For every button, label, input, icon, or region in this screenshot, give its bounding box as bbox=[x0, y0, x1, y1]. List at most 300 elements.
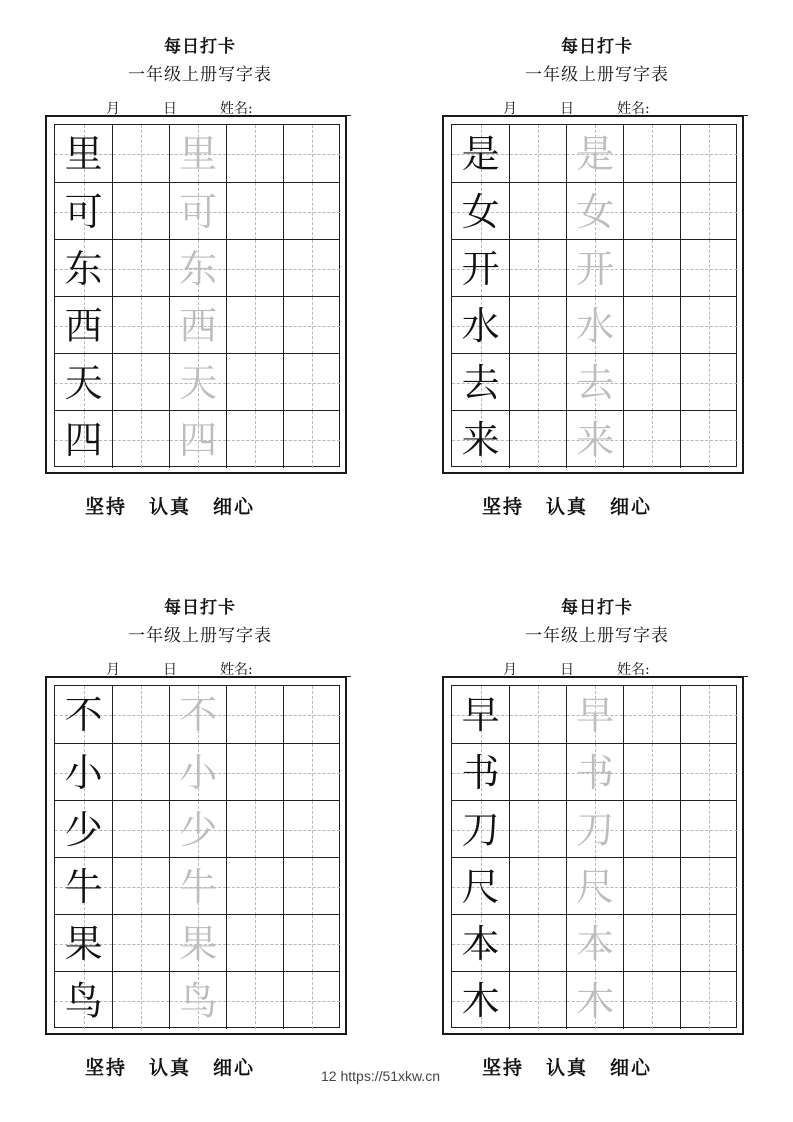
motto-word: 坚持 bbox=[85, 496, 128, 518]
blank-practice-cell[interactable] bbox=[283, 858, 340, 915]
blank-practice-cell[interactable] bbox=[283, 297, 340, 354]
cell-guide-horizontal bbox=[113, 326, 169, 327]
cell-guide-horizontal bbox=[284, 383, 340, 384]
motto-word: 坚持 bbox=[85, 1057, 128, 1079]
blank-practice-cell[interactable] bbox=[112, 125, 169, 182]
motto-line bbox=[85, 492, 277, 519]
cell-guide-horizontal bbox=[624, 440, 680, 441]
blank-practice-cell[interactable] bbox=[680, 801, 737, 858]
blank-practice-cell[interactable] bbox=[112, 801, 169, 858]
trace-character: 是 bbox=[576, 131, 615, 176]
model-character: 早 bbox=[461, 692, 500, 737]
grid-row bbox=[452, 857, 736, 915]
cell-guide-horizontal bbox=[113, 269, 169, 270]
grid-row bbox=[55, 857, 339, 915]
model-char-cell bbox=[55, 744, 112, 801]
card-subtitle: 一年级上册写字表 bbox=[128, 626, 272, 646]
trace-char-cell[interactable] bbox=[169, 240, 226, 297]
motto-word: 细心 bbox=[610, 496, 653, 518]
cell-guide-horizontal bbox=[227, 440, 283, 441]
blank-practice-cell[interactable] bbox=[623, 354, 680, 411]
day-label: 日 bbox=[163, 101, 177, 117]
model-char-cell bbox=[452, 972, 509, 1029]
blank-practice-cell[interactable] bbox=[623, 240, 680, 297]
model-char-cell bbox=[452, 354, 509, 411]
cell-guide-horizontal bbox=[227, 326, 283, 327]
blank-practice-cell[interactable] bbox=[283, 411, 340, 468]
blank-practice-cell[interactable] bbox=[509, 297, 566, 354]
trace-char-cell[interactable] bbox=[169, 354, 226, 411]
trace-character: 少 bbox=[179, 807, 218, 852]
blank-practice-cell[interactable] bbox=[680, 240, 737, 297]
grid-row bbox=[452, 125, 736, 182]
model-char-cell bbox=[55, 125, 112, 182]
blank-practice-cell[interactable] bbox=[623, 858, 680, 915]
trace-character: 去 bbox=[576, 360, 615, 405]
trace-char-cell[interactable] bbox=[566, 858, 623, 915]
cell-guide-horizontal bbox=[681, 944, 737, 945]
cell-guide-horizontal bbox=[284, 440, 340, 441]
cell-guide-horizontal bbox=[681, 1001, 737, 1002]
blank-practice-cell[interactable] bbox=[509, 686, 566, 743]
model-character: 不 bbox=[64, 692, 103, 737]
grid-row bbox=[55, 800, 339, 858]
cell-guide-horizontal bbox=[113, 1001, 169, 1002]
cell-guide-horizontal bbox=[681, 715, 737, 716]
writing-grid-frame bbox=[442, 115, 744, 474]
cell-guide-horizontal bbox=[227, 1001, 283, 1002]
trace-character: 不 bbox=[179, 692, 218, 737]
model-character: 木 bbox=[461, 978, 500, 1023]
cell-guide-horizontal bbox=[681, 887, 737, 888]
cell-guide-horizontal bbox=[624, 326, 680, 327]
month-label: 月 bbox=[106, 662, 120, 678]
trace-char-cell[interactable] bbox=[169, 915, 226, 972]
motto-line bbox=[482, 1053, 674, 1080]
cell-guide-horizontal bbox=[624, 773, 680, 774]
model-character: 果 bbox=[64, 921, 103, 966]
blank-practice-cell[interactable] bbox=[226, 354, 283, 411]
trace-char-cell[interactable] bbox=[566, 972, 623, 1029]
cell-guide-horizontal bbox=[624, 1001, 680, 1002]
grid-row bbox=[452, 182, 736, 240]
cell-guide-horizontal bbox=[681, 383, 737, 384]
cell-guide-horizontal bbox=[227, 773, 283, 774]
blank-practice-cell[interactable] bbox=[623, 411, 680, 468]
blank-practice-cell[interactable] bbox=[680, 125, 737, 182]
model-char-cell bbox=[55, 354, 112, 411]
trace-char-cell[interactable] bbox=[169, 686, 226, 743]
cell-guide-horizontal bbox=[284, 715, 340, 716]
writing-grid-frame bbox=[45, 115, 347, 474]
grid-row bbox=[452, 410, 736, 468]
trace-char-cell[interactable] bbox=[169, 801, 226, 858]
model-character: 女 bbox=[461, 189, 500, 234]
model-char-cell bbox=[452, 125, 509, 182]
cell-guide-horizontal bbox=[510, 1001, 566, 1002]
blank-practice-cell[interactable] bbox=[509, 801, 566, 858]
blank-practice-cell[interactable] bbox=[623, 686, 680, 743]
cell-guide-horizontal bbox=[113, 154, 169, 155]
blank-practice-cell[interactable] bbox=[623, 183, 680, 240]
card-title: 每日打卡 bbox=[164, 37, 236, 57]
cell-guide-horizontal bbox=[681, 773, 737, 774]
cell-guide-horizontal bbox=[113, 773, 169, 774]
trace-char-cell[interactable] bbox=[566, 297, 623, 354]
blank-practice-cell[interactable] bbox=[623, 744, 680, 801]
blank-practice-cell[interactable] bbox=[509, 354, 566, 411]
blank-practice-cell[interactable] bbox=[680, 972, 737, 1029]
cell-guide-horizontal bbox=[681, 440, 737, 441]
grid-row bbox=[452, 296, 736, 354]
trace-char-cell[interactable] bbox=[566, 183, 623, 240]
card-title: 每日打卡 bbox=[561, 598, 633, 618]
cell-guide-horizontal bbox=[227, 715, 283, 716]
cell-guide-horizontal bbox=[681, 326, 737, 327]
cell-guide-horizontal bbox=[510, 269, 566, 270]
cell-guide-horizontal bbox=[113, 887, 169, 888]
trace-char-cell[interactable] bbox=[169, 297, 226, 354]
name-label: 姓名: bbox=[220, 101, 253, 117]
blank-practice-cell[interactable] bbox=[112, 411, 169, 468]
blank-practice-cell[interactable] bbox=[283, 354, 340, 411]
cell-guide-horizontal bbox=[113, 383, 169, 384]
grid-row bbox=[452, 686, 736, 743]
name-label: 姓名: bbox=[617, 662, 650, 678]
blank-practice-cell[interactable] bbox=[509, 240, 566, 297]
cell-guide-horizontal bbox=[113, 944, 169, 945]
trace-character: 水 bbox=[576, 303, 615, 348]
model-char-cell bbox=[55, 915, 112, 972]
month-label: 月 bbox=[503, 101, 517, 117]
model-character: 四 bbox=[64, 417, 103, 462]
model-character: 西 bbox=[64, 303, 103, 348]
card-subtitle: 一年级上册写字表 bbox=[525, 65, 669, 85]
grid-row bbox=[452, 971, 736, 1029]
model-character: 尺 bbox=[461, 864, 500, 909]
model-character: 东 bbox=[64, 246, 103, 291]
blank-practice-cell[interactable] bbox=[226, 125, 283, 182]
card-title: 每日打卡 bbox=[561, 37, 633, 57]
model-character: 书 bbox=[461, 750, 500, 795]
cell-guide-horizontal bbox=[681, 830, 737, 831]
cell-guide-horizontal bbox=[227, 944, 283, 945]
grid-row bbox=[452, 353, 736, 411]
cell-guide-horizontal bbox=[681, 212, 737, 213]
trace-char-cell[interactable] bbox=[566, 240, 623, 297]
motto-line bbox=[85, 1053, 277, 1080]
trace-char-cell[interactable] bbox=[566, 915, 623, 972]
blank-practice-cell[interactable] bbox=[226, 183, 283, 240]
blank-practice-cell[interactable] bbox=[509, 972, 566, 1029]
blank-practice-cell[interactable] bbox=[680, 744, 737, 801]
cell-guide-horizontal bbox=[113, 212, 169, 213]
model-char-cell bbox=[452, 858, 509, 915]
blank-practice-cell[interactable] bbox=[680, 686, 737, 743]
grid-row bbox=[452, 800, 736, 858]
cell-guide-horizontal bbox=[510, 944, 566, 945]
cell-guide-horizontal bbox=[227, 887, 283, 888]
trace-character: 开 bbox=[576, 246, 615, 291]
model-char-cell bbox=[55, 240, 112, 297]
blank-practice-cell[interactable] bbox=[623, 125, 680, 182]
trace-character: 木 bbox=[576, 978, 615, 1023]
model-character: 水 bbox=[461, 303, 500, 348]
cell-guide-horizontal bbox=[681, 154, 737, 155]
cell-guide-horizontal bbox=[227, 154, 283, 155]
cell-guide-horizontal bbox=[510, 715, 566, 716]
model-character: 本 bbox=[461, 921, 500, 966]
motto-word: 认真 bbox=[149, 496, 192, 518]
trace-char-cell[interactable] bbox=[566, 744, 623, 801]
cell-guide-horizontal bbox=[681, 269, 737, 270]
writing-grid bbox=[54, 685, 340, 1028]
model-char-cell bbox=[452, 801, 509, 858]
trace-char-cell[interactable] bbox=[169, 125, 226, 182]
motto-line bbox=[482, 492, 674, 519]
blank-practice-cell[interactable] bbox=[112, 183, 169, 240]
cell-guide-horizontal bbox=[113, 715, 169, 716]
trace-char-cell[interactable] bbox=[566, 125, 623, 182]
month-label: 月 bbox=[106, 101, 120, 117]
card-title: 每日打卡 bbox=[164, 598, 236, 618]
trace-char-cell[interactable] bbox=[169, 858, 226, 915]
blank-practice-cell[interactable] bbox=[112, 915, 169, 972]
cell-guide-horizontal bbox=[284, 830, 340, 831]
blank-practice-cell[interactable] bbox=[623, 972, 680, 1029]
grid-row bbox=[55, 914, 339, 972]
model-char-cell bbox=[55, 183, 112, 240]
grid-row bbox=[55, 239, 339, 297]
blank-practice-cell[interactable] bbox=[680, 354, 737, 411]
cell-guide-horizontal bbox=[624, 944, 680, 945]
blank-practice-cell[interactable] bbox=[226, 744, 283, 801]
blank-practice-cell[interactable] bbox=[680, 858, 737, 915]
trace-character: 可 bbox=[179, 189, 218, 234]
cell-guide-horizontal bbox=[284, 269, 340, 270]
trace-character: 尺 bbox=[576, 864, 615, 909]
model-character: 少 bbox=[64, 807, 103, 852]
model-char-cell bbox=[452, 411, 509, 468]
trace-character: 早 bbox=[576, 692, 615, 737]
blank-practice-cell[interactable] bbox=[509, 744, 566, 801]
motto-word: 坚持 bbox=[482, 1057, 525, 1079]
writing-grid-frame bbox=[442, 676, 744, 1035]
cell-guide-horizontal bbox=[227, 383, 283, 384]
cell-guide-horizontal bbox=[510, 383, 566, 384]
model-character: 去 bbox=[461, 360, 500, 405]
writing-grid bbox=[54, 124, 340, 467]
cell-guide-horizontal bbox=[510, 830, 566, 831]
cell-guide-horizontal bbox=[284, 326, 340, 327]
cell-guide-horizontal bbox=[510, 887, 566, 888]
trace-character: 小 bbox=[179, 750, 218, 795]
blank-practice-cell[interactable] bbox=[283, 125, 340, 182]
trace-character: 鸟 bbox=[179, 978, 218, 1023]
model-character: 牛 bbox=[64, 864, 103, 909]
cell-guide-horizontal bbox=[113, 830, 169, 831]
model-char-cell bbox=[452, 183, 509, 240]
trace-char-cell[interactable] bbox=[566, 686, 623, 743]
trace-char-cell[interactable] bbox=[566, 801, 623, 858]
motto-word: 细心 bbox=[213, 496, 256, 518]
trace-character: 女 bbox=[576, 189, 615, 234]
cell-guide-horizontal bbox=[227, 830, 283, 831]
grid-row bbox=[55, 182, 339, 240]
card-subtitle: 一年级上册写字表 bbox=[525, 626, 669, 646]
model-char-cell bbox=[55, 411, 112, 468]
trace-char-cell[interactable] bbox=[169, 744, 226, 801]
model-character: 刀 bbox=[461, 807, 500, 852]
model-character: 鸟 bbox=[64, 978, 103, 1023]
cell-guide-horizontal bbox=[624, 887, 680, 888]
blank-practice-cell[interactable] bbox=[509, 858, 566, 915]
blank-practice-cell[interactable] bbox=[226, 297, 283, 354]
trace-character: 刀 bbox=[576, 807, 615, 852]
model-char-cell bbox=[452, 744, 509, 801]
cell-guide-horizontal bbox=[510, 154, 566, 155]
blank-practice-cell[interactable] bbox=[283, 744, 340, 801]
cell-guide-horizontal bbox=[510, 773, 566, 774]
trace-character: 西 bbox=[179, 303, 218, 348]
cell-guide-horizontal bbox=[284, 887, 340, 888]
blank-practice-cell[interactable] bbox=[623, 915, 680, 972]
month-label: 月 bbox=[503, 662, 517, 678]
blank-practice-cell[interactable] bbox=[226, 858, 283, 915]
blank-practice-cell[interactable] bbox=[283, 183, 340, 240]
cell-guide-horizontal bbox=[624, 715, 680, 716]
blank-practice-cell[interactable] bbox=[112, 354, 169, 411]
cell-guide-horizontal bbox=[227, 269, 283, 270]
cell-guide-horizontal bbox=[510, 212, 566, 213]
trace-character: 四 bbox=[179, 417, 218, 462]
trace-character: 来 bbox=[576, 417, 615, 462]
cell-guide-horizontal bbox=[510, 326, 566, 327]
grid-row bbox=[55, 353, 339, 411]
blank-practice-cell[interactable] bbox=[283, 972, 340, 1029]
model-char-cell bbox=[55, 972, 112, 1029]
model-character: 来 bbox=[461, 417, 500, 462]
model-character: 可 bbox=[64, 189, 103, 234]
cell-guide-horizontal bbox=[624, 212, 680, 213]
cell-guide-horizontal bbox=[113, 440, 169, 441]
blank-practice-cell[interactable] bbox=[112, 297, 169, 354]
motto-word: 认真 bbox=[546, 496, 589, 518]
blank-practice-cell[interactable] bbox=[283, 915, 340, 972]
blank-practice-cell[interactable] bbox=[680, 297, 737, 354]
day-label: 日 bbox=[560, 101, 574, 117]
blank-practice-cell[interactable] bbox=[509, 411, 566, 468]
cell-guide-horizontal bbox=[284, 773, 340, 774]
grid-row bbox=[55, 686, 339, 743]
cell-guide-horizontal bbox=[284, 212, 340, 213]
grid-row bbox=[55, 410, 339, 468]
grid-row bbox=[452, 743, 736, 801]
trace-char-cell[interactable] bbox=[566, 411, 623, 468]
trace-character: 天 bbox=[179, 360, 218, 405]
grid-row bbox=[452, 914, 736, 972]
cell-guide-horizontal bbox=[284, 944, 340, 945]
cell-guide-horizontal bbox=[227, 212, 283, 213]
model-char-cell bbox=[55, 858, 112, 915]
blank-practice-cell[interactable] bbox=[283, 686, 340, 743]
blank-practice-cell[interactable] bbox=[283, 240, 340, 297]
grid-row bbox=[55, 296, 339, 354]
model-char-cell bbox=[452, 240, 509, 297]
day-label: 日 bbox=[163, 662, 177, 678]
cell-guide-horizontal bbox=[284, 1001, 340, 1002]
blank-practice-cell[interactable] bbox=[226, 801, 283, 858]
cell-guide-horizontal bbox=[624, 269, 680, 270]
model-character: 小 bbox=[64, 750, 103, 795]
motto-word: 坚持 bbox=[482, 496, 525, 518]
trace-char-cell[interactable] bbox=[169, 183, 226, 240]
model-char-cell bbox=[55, 801, 112, 858]
model-character: 开 bbox=[461, 246, 500, 291]
blank-practice-cell[interactable] bbox=[509, 183, 566, 240]
writing-grid-frame bbox=[45, 676, 347, 1035]
model-character: 里 bbox=[64, 131, 103, 176]
blank-practice-cell[interactable] bbox=[226, 240, 283, 297]
blank-practice-cell[interactable] bbox=[226, 686, 283, 743]
cell-guide-horizontal bbox=[284, 154, 340, 155]
grid-row bbox=[55, 971, 339, 1029]
trace-char-cell[interactable] bbox=[169, 411, 226, 468]
blank-practice-cell[interactable] bbox=[112, 686, 169, 743]
model-char-cell bbox=[452, 915, 509, 972]
motto-word: 细心 bbox=[610, 1057, 653, 1079]
trace-character: 牛 bbox=[179, 864, 218, 909]
blank-practice-cell[interactable] bbox=[680, 915, 737, 972]
blank-practice-cell[interactable] bbox=[283, 801, 340, 858]
blank-practice-cell[interactable] bbox=[226, 972, 283, 1029]
cell-guide-horizontal bbox=[624, 830, 680, 831]
blank-practice-cell[interactable] bbox=[623, 801, 680, 858]
blank-practice-cell[interactable] bbox=[226, 915, 283, 972]
grid-row bbox=[55, 743, 339, 801]
blank-practice-cell[interactable] bbox=[112, 240, 169, 297]
blank-practice-cell[interactable] bbox=[509, 125, 566, 182]
day-label: 日 bbox=[560, 662, 574, 678]
trace-character: 书 bbox=[576, 750, 615, 795]
blank-practice-cell[interactable] bbox=[112, 744, 169, 801]
blank-practice-cell[interactable] bbox=[623, 297, 680, 354]
grid-row bbox=[55, 125, 339, 182]
model-char-cell bbox=[55, 686, 112, 743]
model-character: 天 bbox=[64, 360, 103, 405]
blank-practice-cell[interactable] bbox=[112, 858, 169, 915]
writing-grid bbox=[451, 124, 737, 467]
cell-guide-horizontal bbox=[624, 154, 680, 155]
motto-word: 认真 bbox=[149, 1057, 192, 1079]
blank-practice-cell[interactable] bbox=[509, 915, 566, 972]
blank-practice-cell[interactable] bbox=[680, 183, 737, 240]
name-label: 姓名: bbox=[617, 101, 650, 117]
cell-guide-horizontal bbox=[624, 383, 680, 384]
blank-practice-cell[interactable] bbox=[112, 972, 169, 1029]
trace-char-cell[interactable] bbox=[169, 972, 226, 1029]
writing-grid bbox=[451, 685, 737, 1028]
blank-practice-cell[interactable] bbox=[226, 411, 283, 468]
trace-char-cell[interactable] bbox=[566, 354, 623, 411]
blank-practice-cell[interactable] bbox=[680, 411, 737, 468]
trace-character: 本 bbox=[576, 921, 615, 966]
name-label: 姓名: bbox=[220, 662, 253, 678]
model-character: 是 bbox=[461, 131, 500, 176]
model-char-cell bbox=[452, 686, 509, 743]
grid-row bbox=[452, 239, 736, 297]
trace-character: 里 bbox=[179, 131, 218, 176]
